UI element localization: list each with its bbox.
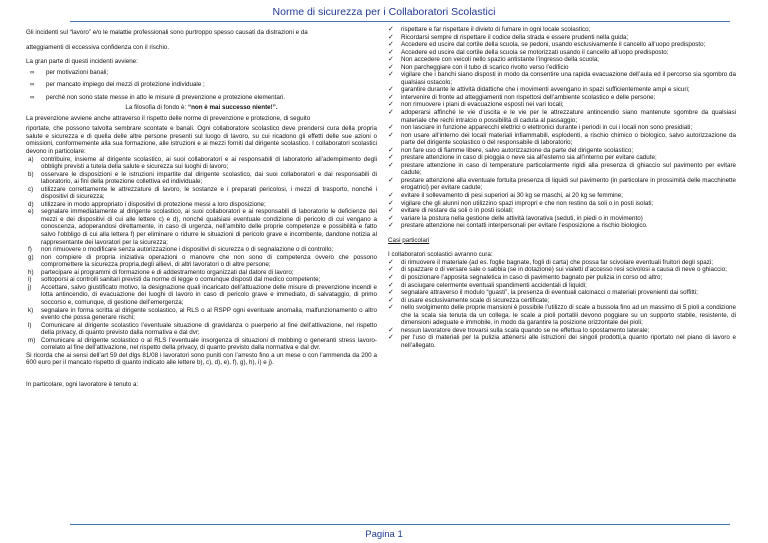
intro-paragraph-2: atteggiamenti di eccessiva confidenza con il rischio. xyxy=(26,43,170,51)
special-item-text: di usare esclusivamente scale di sicurezza certificate; xyxy=(401,296,550,304)
special-item-text: di rimuovere il materiale (ad es. foglie bagnate, fogli di carta) che possa far scivolare eventuali fruitori degli spazi; xyxy=(401,258,713,266)
special-item-marker: ✓ xyxy=(388,266,394,274)
cause-item-text: per motivazioni banali; xyxy=(46,68,109,76)
duty-item xyxy=(26,322,377,337)
general-rules-list xyxy=(388,26,736,230)
rule-item xyxy=(388,49,736,57)
rule-item-marker: ✓ xyxy=(388,101,394,109)
duty-item-text: non rimuovere o modificare senza autorizzazione i dispositivi di sicurezza o di segnalazione o di controllo; xyxy=(41,246,334,254)
causes-intro: La gran parte di questi incidenti avviene: xyxy=(26,58,138,66)
rule-item-text: evitare di restare da soli o in posti isolati; xyxy=(401,207,514,215)
duty-item-marker: e) xyxy=(28,208,34,216)
rule-item-marker: ✓ xyxy=(388,161,394,169)
duty-item-marker: j) xyxy=(28,283,32,291)
special-item-marker: ✓ xyxy=(388,273,394,281)
duty-item-marker: a) xyxy=(28,155,34,163)
duty-item-text: contribuire, insieme al dirigente scolastico, ai suoi collaboratori e ai responsabili di laboratorio all’adempimento degli obblighi previsti a tutela della salute e sicurezza sui luoghi di lavoro; xyxy=(41,155,377,171)
header-rule xyxy=(70,21,730,22)
rule-item xyxy=(388,222,736,230)
left-column xyxy=(26,26,377,388)
rule-item xyxy=(388,41,736,49)
special-item-text: di posizionare l’apposita segnaletica in caso di pavimento bagnato per pulizia in corso od altro; xyxy=(401,273,663,281)
rule-item-marker: ✓ xyxy=(388,124,394,132)
special-item-text: di asciugare celermente eventuali spandimenti accidentali di liquidi; xyxy=(401,281,587,289)
rule-item-marker: ✓ xyxy=(388,146,394,154)
rule-item-text: vigilare che gli alunni non utilizzino spazi impropri e che non restino da soli o in posti isolati; xyxy=(401,199,654,207)
rule-item-text: garantire durante le attività didattiche che i movimenti avvengano in spazi sufficientemente ampi e sicuri; xyxy=(401,86,690,94)
duty-item xyxy=(26,284,377,307)
special-item xyxy=(388,327,736,335)
duty-item-text: segnalare immediatamente al dirigente scolastico, ai suoi collaboratori e ai responsabili di laboratorio le deficienze dei mezzi e dei dispositivi di cui alle lettere c) e d), nonché qualsiasi eventuale condizione di pericolo di cui vengano a conoscenza, adoperandosi direttamente, in caso di urgenza, nell’ambito delle proprie competenze e possibilità e fatto salvo l’obbligo di cui alla lettera f) per eliminare o ridurre le situazioni di pericolo grave e incombente, dandone notizia al rappresentante dei lavoratori per la sicurezza; xyxy=(41,208,377,246)
rule-item-text: Accedere ed uscire dal cortile della scuola, se pedoni, usando esclusivamente il cancello all’uopo predisposto; xyxy=(401,41,706,49)
rule-item-marker: ✓ xyxy=(388,63,394,71)
duty-item xyxy=(26,246,377,254)
sanctions-paragraph: Si ricorda che ai sensi dell’art 59 del dlgs 81/08 i lavoratori sono puniti con l’arresto fino a un mese o con l’ammenda da 200 a 600 euro per il mancato rispetto di quanto indicato alle lettere b), c), d), e), f), g), h), i) e j). xyxy=(26,351,377,367)
duty-item xyxy=(26,337,377,352)
rule-item-marker: ✓ xyxy=(388,176,394,184)
rule-item-text: rispettare e far rispettare il divieto di fumare in ogni locale scolastico; xyxy=(401,26,591,33)
worker-duty-intro: In particolare, ogni lavoratore è tenuto a: xyxy=(26,380,139,388)
duty-item-text: segnalare in forma scritta al dirigente scolastico, al RLS o al RSPP ogni eventuale anomalia, malfunzionamento o altro evento che possa generare rischi; xyxy=(41,306,377,322)
rule-item xyxy=(388,64,736,72)
rule-item-text: Non accedere con veicoli nello spazio antistante l’ingresso della scuola; xyxy=(401,56,600,64)
duty-item-text: Comunicare al dirigente scolastico l’eventuale situazione di gravidanza o puerperio al fine dell’attivazione, nel rispetto della privacy, di quanto previsto dalla normativa e dal dvr; xyxy=(41,321,377,337)
rule-item xyxy=(388,147,736,155)
rule-item xyxy=(388,200,736,208)
duty-item-text: partecipare ai programmi di formazione e di addestramento organizzati dal datore di lavoro; xyxy=(41,268,294,276)
rule-item xyxy=(388,94,736,102)
duty-item-text: sottoporsi ai controlli sanitari previsti da norme di legge o comunque disposti dal medico competente; xyxy=(41,276,321,284)
duty-item-marker: f) xyxy=(28,246,32,254)
rule-item-text: prestare attenzione nei contatti interpersonali per evitare l’esposizione a rischio biologico. xyxy=(401,222,648,230)
rule-item-marker: ✓ xyxy=(388,222,394,230)
duty-item-text: Accettare, salvo giustificato motivo, la designazione quali incaricato dell’attuazione delle misure di prevenzione incendi e lotta antincendio, di evacuazione dei luoghi di lavoro in caso di pericolo grave e immediato, di salvataggio, di primo soccorso e, comunque, di gestione dell’emergenza; xyxy=(41,283,377,306)
rule-item xyxy=(388,71,736,86)
duty-item xyxy=(26,171,377,186)
rule-item-text: intervenire di fronte ad atteggiamenti non rispettosi dell’ambiente scolastico e delle persone; xyxy=(401,93,656,101)
special-cases-list xyxy=(388,259,736,350)
rule-item-text: Ricordarsi sempre di rispettare il codice della strada e essere prudenti nella guida; xyxy=(401,33,629,41)
cause-item-text: per mancato impiego dei mezzi di protezione individuale ; xyxy=(46,81,205,89)
duty-item-marker: b) xyxy=(28,170,34,178)
rule-item-marker: ✓ xyxy=(388,214,394,222)
cause-item xyxy=(26,94,377,102)
special-item xyxy=(388,282,736,290)
rule-item xyxy=(388,124,736,132)
cause-item-marker: ∞ xyxy=(30,93,35,101)
philosophy-line: La filosofia di fondo è: “non è mai successo niente!”. xyxy=(125,104,278,112)
rule-item-text: non lasciare in funzione apparecchi elettrici o elettronici durante i periodi in cui i locali non sono presidiati; xyxy=(401,124,693,132)
rule-item-marker: ✓ xyxy=(388,56,394,64)
rule-item-marker: ✓ xyxy=(388,71,394,79)
duty-item-text: Comunicare al dirigente scolastico o al RLS l’eventuale insorgenza di situazioni di mobbing o generanti stress lavoro-correlato al fine dell’attivazione, nel rispetto della privacy, di quanto previsto dalla normativa e dal dvr. xyxy=(41,336,377,352)
duty-item-text: non compiere di propria iniziativa operazioni o manovre che non sono di competenza ovvero che possono compromettere la sicurezza propria,degli allievi, di altri lavoratori o di altre persone; xyxy=(41,253,377,269)
special-item xyxy=(388,259,736,267)
duty-item xyxy=(26,269,377,277)
rule-item-text: non fare uso di fiamme libere, salvo autorizzazione da parte del dirigente scolastico; xyxy=(401,146,634,154)
rule-item xyxy=(388,109,736,124)
cause-item xyxy=(26,69,377,77)
rule-item-marker: ✓ xyxy=(388,154,394,162)
prevention-paragraph: La prevenzione avviene anche attraverso il rispetto delle norme di prevenzione e protezione, di seguito xyxy=(26,114,311,122)
rule-item-marker: ✓ xyxy=(388,93,394,101)
rule-item xyxy=(388,162,736,177)
duty-item xyxy=(26,186,377,201)
rule-item-text: adoperarsi affinché le vie d’uscita e le vie per le attrezzature antincendio siano mantenute sgombre da qualsiasi materiale che rechi intralcio o possibilità di caduta al passaggio; xyxy=(401,109,736,124)
special-item-text: nello svolgimento delle proprie mansioni è possibile l’utilizzo di scale a bussola fino ad un massimo di 5 pioli a condizione che la scala sia tenuta da un collega. le scale a pioli portatili devono poggiare su un supporto stabile, resistente, di dimensioni adeguate e immobile, in modo da garantire la posizione orizzontale dei pioli; xyxy=(401,304,736,327)
special-item xyxy=(388,289,736,297)
duties-list xyxy=(26,156,377,352)
rule-item xyxy=(388,192,736,200)
rule-item-text: vigilare che i banchi siano disposti in modo da consentire una rapida evacuazione dell’aula ed il percorso sia sgombro da qualsiasi ostacolo; xyxy=(401,71,736,86)
rule-item-text: prestare attenzione in caso di temperature particolarmente rigidi alla presenza di ghiaccio sul pavimento per evitare cadute; xyxy=(401,161,736,177)
footer-rule xyxy=(70,524,730,525)
duty-item-marker: d) xyxy=(28,200,34,208)
duty-item-marker: k) xyxy=(28,306,34,314)
duty-item xyxy=(26,276,377,284)
rule-item-marker: ✓ xyxy=(388,48,394,56)
rule-item xyxy=(388,101,736,109)
intro-paragraph-1: Gli incidenti sul “lavoro” e/o le malattie professionali sono purtroppo spesso causati da distrazioni e da xyxy=(26,29,308,36)
rule-item-marker: ✓ xyxy=(388,199,394,207)
rule-item-marker: ✓ xyxy=(388,41,394,49)
special-item-marker: ✓ xyxy=(388,326,394,334)
causes-list xyxy=(26,69,377,102)
rule-item xyxy=(388,34,736,42)
rule-item xyxy=(388,177,736,192)
rule-item-text: non usare all’interno dei locali materiali infiammabili, esplodenti, a rischio chimico o biologico, salvo autorizzazione da parte del dirigente scolastico o del responsabile di laboratorio; xyxy=(401,131,736,147)
cause-item-marker: ∞ xyxy=(30,81,35,89)
cause-item-marker: ∞ xyxy=(30,68,35,76)
special-item-text: per l’uso di materiali per la pulizia attenersi alle istruzioni dei singoli prodotti,a quanto riportato nel piano di lavoro e nell’allegato. xyxy=(401,334,736,349)
rule-item-marker: ✓ xyxy=(388,109,394,117)
rule-item xyxy=(388,86,736,94)
duty-item-marker: i) xyxy=(28,276,32,284)
duty-item xyxy=(26,156,377,171)
rule-item-marker: ✓ xyxy=(388,86,394,94)
special-item xyxy=(388,266,736,274)
page-header: Norme di sicurezza per i Collaboratori Scolastici xyxy=(272,6,496,18)
rule-item-text: prestare attenzione in caso di pioggia o neve sia all’esterno sia all’interno per evitare cadute; xyxy=(401,154,657,162)
rule-item-marker: ✓ xyxy=(388,192,394,200)
special-item-marker: ✓ xyxy=(388,334,394,342)
duty-item-text: osservare le disposizioni e le istruzioni impartite dal dirigente scolastico, dai suoi collaboratori e dai responsabili di laboratorio, ai fini della protezione collettiva ed individuale; xyxy=(41,170,377,186)
rule-item-text: evitare il sollevamento di pesi superiori ai 30 kg se maschi, ai 20 kg se femmine; xyxy=(401,192,623,200)
duty-item xyxy=(26,254,377,269)
duty-item xyxy=(26,307,377,322)
cause-item-text: perché non sono state messe in atto le misure di prevenzione e protezione elementari. xyxy=(46,93,286,101)
rule-item-marker: ✓ xyxy=(388,26,394,33)
special-item-marker: ✓ xyxy=(388,258,394,266)
duty-item-marker: h) xyxy=(28,268,34,276)
duty-item xyxy=(26,201,377,209)
rule-item-marker: ✓ xyxy=(388,33,394,41)
rule-item-marker: ✓ xyxy=(388,207,394,215)
duty-item-text: utilizzare correttamente le attrezzature di lavoro, le sostanze e i preparati pericolosi, i mezzi di trasporto, nonché i dispositivi di sicurezza; xyxy=(41,185,377,201)
rule-item-marker: ✓ xyxy=(388,131,394,139)
duty-item-marker: m) xyxy=(28,336,36,344)
rule-item xyxy=(388,26,736,34)
special-item-marker: ✓ xyxy=(388,289,394,297)
page-footer: Pagina 1 xyxy=(365,529,403,540)
duty-item xyxy=(26,208,377,246)
rule-item xyxy=(388,132,736,147)
special-item xyxy=(388,297,736,305)
duty-item-marker: l) xyxy=(28,321,32,329)
rules-paragraph: riportate, che possono talvolta sembrare scontate e banali. Ogni collaboratore scolastico deve prendersi cura della propria salute e sicurezza e di quella delle altre persone presenti sul luogo di lavoro, su cui ricadono gli effetti delle sue azioni o omissioni, conformemente alla sua formazione, alle istruzioni e ai mezzi forniti dal dirigente scolastico. I collaboratori scolastici devono in particolare: xyxy=(26,125,377,156)
special-item-text: di spazzare o di versare sale o sabbia (se in dotazione) sui vialetti d’accesso resi scivolosi a causa di neve o ghiaccio; xyxy=(401,266,727,274)
rule-item-text: prestare attenzione alla eventuale fortuita presenza di liquidi sul pavimento (in particolare in prossimità delle macchinette erogatrici) per evitare cadute; xyxy=(401,176,736,192)
rule-item xyxy=(388,215,736,223)
rule-item xyxy=(388,56,736,64)
rule-item xyxy=(388,207,736,215)
special-item-text: segnalare attraverso il modulo “guasti”, la presenza di eventuali calcinacci o materiali provenienti dai soffitti; xyxy=(401,289,698,297)
duty-item-marker: g) xyxy=(28,253,34,261)
right-column xyxy=(388,26,736,349)
special-item-marker: ✓ xyxy=(388,304,394,312)
rule-item-text: non rimuovere i piani di evacuazione esposti nei vari locali; xyxy=(401,101,564,109)
special-cases-heading: Casi particolari xyxy=(388,236,430,244)
special-cases-intro: I collaboratori scolastici avranno cura: xyxy=(388,251,493,259)
duty-item-marker: c) xyxy=(28,185,34,193)
rule-item-text: variare la postura nella gestione delle attività lavorativa (seduti, in piedi o in movimento) xyxy=(401,214,643,222)
rule-item xyxy=(388,154,736,162)
special-item-text: nessun lavoratore deve trovarsi sulla scala quando se ne effettua lo spostamento laterale; xyxy=(401,326,650,334)
rule-item-text: Non parcheggiare con il tubo di scarico rivolto verso l’edificio xyxy=(401,63,569,71)
special-item xyxy=(388,274,736,282)
special-item-marker: ✓ xyxy=(388,281,394,289)
cause-item xyxy=(26,81,377,89)
special-item-marker: ✓ xyxy=(388,296,394,304)
special-item xyxy=(388,334,736,349)
special-item xyxy=(388,304,736,327)
duty-item-text: utilizzare in modo appropriato i dispositivi di protezione messi a loro disposizione; xyxy=(41,200,266,208)
rule-item-text: Accedere ed uscire dal cortile della scuola se motorizzati usando il cancello all’uopo predisposto; xyxy=(401,48,669,56)
